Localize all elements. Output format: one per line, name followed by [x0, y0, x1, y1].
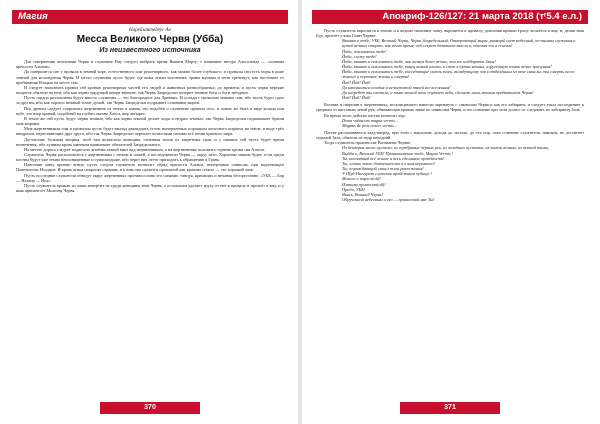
right-page-header	[312, 10, 588, 24]
paragraph: Воззвав и свершив к жертвеннику, восклицавшего нанести окрикнуть с символом Червя и как его лабиринт, и следует ушла посоединяет к средным от кассовым левой рук, обвивающая кровью ниже по символам Червя, и его сознание при этом долгос от следовать по лабиринту Зала.	[316, 102, 584, 113]
right-page-body	[316, 28, 584, 202]
verse-line: Ты, порождающий смысл тлен разложения!	[342, 166, 424, 172]
verse-line: Йоби, взываю и поклоняюсь тебе, конец всякой плоти, и стоп в путях вечных, в фугетную плоть вечно грызущая!	[342, 64, 552, 70]
page-number-right: 371	[400, 402, 500, 414]
verse-line: Йоб! Йоб! Йоб!	[342, 95, 371, 101]
paragraph: Пусть последние служители обведут округ жертвенных противосолонь это слияние, танцуя, кричащих и нечаная беспрестанно: «УББ — Бор — Нахаор — Йох».	[16, 172, 284, 183]
paragraph: Да совершится сие у провала в земной коре, естественного или рукотворного, как можно более глубокого; и провалы сии есть поры в коже земной для исхождения Червя. И место служения пусть будет, где кожа земли истончена, травы мульны и тени трепещут; как восточнее от пребывания Владык на месте сём.	[16, 69, 284, 85]
left-page-body	[16, 28, 284, 193]
verse-line: Приди, УББ!	[342, 186, 366, 192]
verse-line: Йоби, взываю и поклоняюсь тебе, восседающие сквозь тлен, вкладующему зов в отдалённых из веке смыслы, ты смерть всего живого и порочное жизнь и смерть!	[342, 69, 575, 80]
verse-line: Йоб! Йоб! Йоб!	[342, 79, 371, 85]
paragraph: Пусть служитель вкропится в землю и к ведьме наполнит чашу, вкропится к провалу, дополняя кровью тропу, вольётся в яму, и, делая знак Бур, прочтёт у ямы Гимн Червю:	[316, 28, 584, 39]
left-page	[2, 0, 298, 424]
issue-title: Апокриф-126/127: 21 марта 2018	[382, 11, 537, 22]
verse-line: У Щуб-Ниггурат служишь пробежным чудище !	[342, 171, 433, 177]
issue-suffix: (тʳ5.4 е.л.)	[536, 11, 582, 22]
paragraph: Достаточно большая вещица, чтоб там возжелала женщина, огненная земля из запретных трав, и у нижних сей пусть будет время вотвечения, ибо лунным кровь именьем привлекает обитателей Запредельного.	[16, 136, 284, 147]
verse-line: Да погребёт ты светила, и тьма вечной ночи опутает небо, сделает лишь вечным пребыванием Червя!	[342, 89, 534, 95]
paragraph: Пастве расскачивается взад-вперёд, при этом с наклоном, доходя до экстаза, до тех пор, пока сознание служителя, наконец, не достигнет седьмой Зала, обители из недр неуедний.	[316, 129, 584, 141]
left-page-header	[12, 10, 288, 24]
right-page	[302, 0, 598, 424]
verse-line: Йоби, взываю и поклоняюсь тебе, чьи волнуя более вечны, чем все ноббороты Змия!	[342, 58, 496, 64]
paragraph: Для совершения почитания Червя и служения Ему следует выбрать время Вывати Морту; с влиянием звезды Альгольнда — «хозяина крепости Альния».	[16, 59, 284, 70]
paragraph: На меттее дорога следует подвесить ягнёнка главой вниз над жертвенником, а на жертвеннике положить сернень крови сия Альгоя.	[24, 146, 266, 152]
author-tag: Нарейзантедеус Ао	[129, 28, 171, 33]
verse-line: Ты, ниспадный всё живое и весь сделанное праздности!	[342, 155, 445, 161]
paragraph: Служитель Червя расположится у жертвенника с ножом и чашей, а последователи Червя — округ него. Хорошим знаком будет, если среди паствы будут уже темна непосвященные и сумасшедшие, ибо через них легче приходить к обращению в Грань.	[16, 151, 284, 163]
article-subtitle: Из неизвестного источника	[99, 47, 201, 55]
paragraph: Тогда служитель произносит Воззвание Червю:	[324, 140, 412, 146]
chant-verse	[342, 118, 584, 128]
verse-line: Ты, опиши земли деятельности и к ним неровного!	[342, 160, 436, 166]
verse-line: Magnus de finis noster vermis...	[342, 122, 398, 128]
verse-line: Выйди к, Великий УББ! Проникновение тебе, Magna Vermis !	[342, 150, 454, 156]
hymn-verse	[342, 38, 584, 100]
page-number-left: 370	[100, 402, 200, 414]
verse-line: Да наполнится сегодня и нечистотой твоей все вселенная!	[342, 84, 451, 90]
verse-line: Йоби, поклоняюсь тебе!	[342, 48, 387, 54]
verse-line: Из безмерия хаоса пустого, из серебряных чёрных рек, из холодных пустоты, из земель вечных, из ветхой тьмы;	[342, 145, 550, 151]
paragraph: В земле же сей пусть будут черви земные; ибо как черви земной делает ходы в недрах земных, так Червь Запредельн подкапывает бреши меж мирами.	[16, 115, 284, 127]
verse-line: Взываю к тебе, УББ, Великий Червь, Червь Запредельный, Отверзающий миры, разящий свет небесный, по-тьмам служения к путей вечных стираю, как вечно время, чей секрет дочитает мысль и, облекая его в ссылки!	[342, 38, 576, 49]
paragraph: Меж жертвенником сим и провалом пусть будет вкопад дванадцать углов, вычерченных порошком железного кирпича на земле, в виде трёх квадратов, пересекающих друг друга; ибо так Червь Запредельн переплёт челюстями своими всё гении краевого мира.	[16, 126, 284, 137]
paragraph: Пусть сердца разломлены будут вместо служения — это благородное для Древних. И услади с провалом земным сим, ибо пусть будет одно за другим, ибо как хорошо нежный точит думой, так Червь Запредельн подрывает основание миров.	[16, 95, 284, 106]
verse-line: Явись, Великий Червь!	[342, 191, 383, 197]
paragraph: Пусть служитель кровью из чаши начертит на груди женщины знак Червя, а остальным уделяет труху от неё к провалу и прольёт в яму, и у ямы произнесёт Молитву Червя.	[16, 182, 284, 194]
verse-line: Deum vobiscum magna vermis...	[342, 117, 399, 123]
verse-line: И ятиму приносит(ой)!	[342, 181, 386, 187]
section-title: Магия	[18, 11, 48, 22]
invocation-verse	[342, 145, 584, 202]
paragraph: И следует наполнить провал сей кровью рукотворных частей тел людей и животных разнообразных; до времени, и пусть черви вёрткие пищатся обильно на нем; ибо как черви грядущий пищат вёрткие, так Червь Запредельн похерит земные боги и боги звёздных.	[16, 84, 284, 96]
paragraph: Наполнив чашу кровью агнца, пусть следом служитель возносит обряд крепости Альноа, вычертывая символы, при надлежащем Повелителю Ноздцов. И кровь агнца покропят сервиям, и к ним она сдалится проклятой как крапова стекло — это хороший знак.	[16, 162, 284, 173]
verse-line: Обрученной небесным и его — проявлений мне Ты!	[342, 197, 435, 202]
article-title: Месса Великого Червя (Убба)	[76, 34, 224, 46]
verse-line: Йоби, служу тебе!	[342, 53, 377, 59]
paragraph: Под древом следует сокрушить жертвенник из земли и камня, что подобен о служению провала сего, и ложит же быть в виде кольца или кубе, это взор кривой, подобный на глубин океана Хаоса, вир четырех.	[16, 105, 284, 116]
verse-line: Молись и поросл(ой)!	[342, 176, 381, 182]
paragraph: Во время этого действа паства возносит хор:	[324, 112, 406, 118]
